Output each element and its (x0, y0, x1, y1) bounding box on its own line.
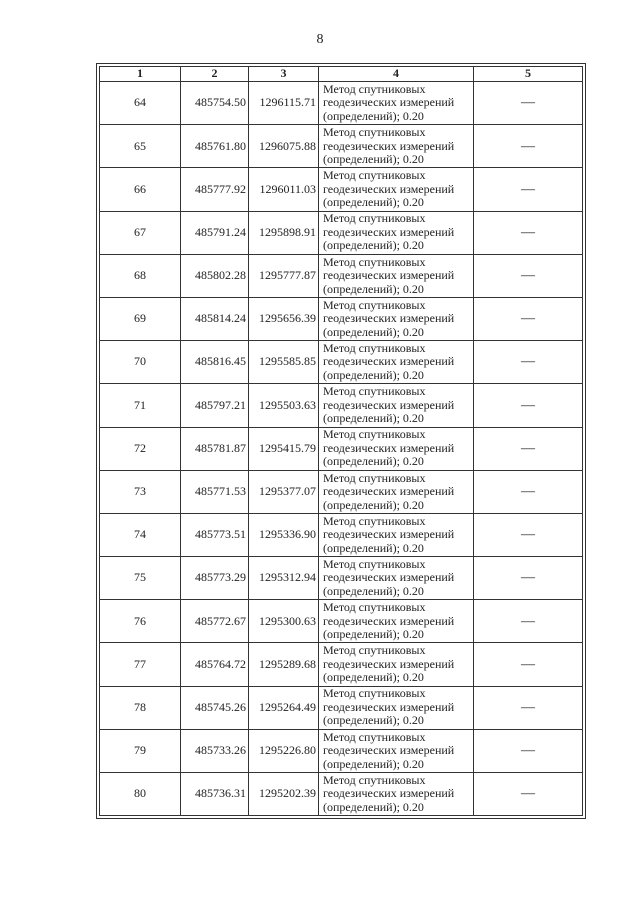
method-text-line: (определений); 0.20 (323, 713, 424, 728)
description-cell: — (474, 729, 583, 772)
method-text-line: Метод спутниковых (323, 772, 426, 787)
method-text-line: (определений); 0.20 (323, 756, 424, 771)
method-text-line: Метод спутниковых (323, 600, 426, 615)
table-row (100, 125, 583, 168)
description-cell: — (474, 341, 583, 384)
point-number-cell: 64 (100, 82, 181, 125)
table-row (100, 643, 583, 686)
method-text-line: (определений); 0.20 (323, 583, 424, 598)
description-cell: — (474, 470, 583, 513)
x-coordinate-cell: 485736.31 (181, 773, 249, 816)
point-number-cell: 76 (100, 600, 181, 643)
method-text-line: (определений); 0.20 (323, 281, 424, 296)
method-text-line: Метод спутниковых (323, 81, 426, 96)
method-text-line: (определений); 0.20 (323, 411, 424, 426)
method-text-line: геодезических измерений (323, 224, 455, 239)
method-cell (319, 82, 474, 125)
method-text-line: геодезических измерений (323, 138, 455, 153)
method-text-line: геодезических измерений (323, 397, 455, 412)
method-text-line: геодезических измерений (323, 656, 455, 671)
point-number-cell: 74 (100, 513, 181, 556)
method-text-line: геодезических измерений (323, 268, 455, 283)
y-coordinate-cell: 1295264.49 (249, 686, 319, 729)
y-coordinate-cell: 1295898.91 (249, 211, 319, 254)
description-cell: — (474, 168, 583, 211)
method-text-line: Метод спутниковых (323, 556, 426, 571)
y-coordinate-cell: 1295202.39 (249, 773, 319, 816)
method-cell (319, 211, 474, 254)
x-coordinate-cell: 485791.24 (181, 211, 249, 254)
coordinates-table (99, 66, 583, 816)
method-cell (319, 557, 474, 600)
x-coordinate-cell: 485814.24 (181, 297, 249, 340)
table-body (100, 82, 583, 816)
table-row (100, 470, 583, 513)
y-coordinate-cell: 1295336.90 (249, 513, 319, 556)
x-coordinate-cell: 485773.51 (181, 513, 249, 556)
point-number-cell: 66 (100, 168, 181, 211)
description-cell: — (474, 773, 583, 816)
y-coordinate-cell: 1295415.79 (249, 427, 319, 470)
method-text-line: геодезических измерений (323, 95, 455, 110)
y-coordinate-cell: 1295377.07 (249, 470, 319, 513)
point-number-cell: 79 (100, 729, 181, 772)
description-cell: — (474, 384, 583, 427)
description-cell: — (474, 125, 583, 168)
method-text-line: (определений); 0.20 (323, 497, 424, 512)
point-number-cell: 77 (100, 643, 181, 686)
table-row (100, 211, 583, 254)
method-cell (319, 297, 474, 340)
y-coordinate-cell: 1295585.85 (249, 341, 319, 384)
description-cell: — (474, 254, 583, 297)
method-cell (319, 600, 474, 643)
y-coordinate-cell: 1296011.03 (249, 168, 319, 211)
description-cell: — (474, 427, 583, 470)
table-row (100, 686, 583, 729)
method-text-line: (определений); 0.20 (323, 238, 424, 253)
method-cell (319, 729, 474, 772)
method-text-line: геодезических измерений (323, 354, 455, 369)
description-cell: — (474, 82, 583, 125)
table-row (100, 427, 583, 470)
method-cell (319, 125, 474, 168)
method-text-line: (определений); 0.20 (323, 799, 424, 814)
y-coordinate-cell: 1295289.68 (249, 643, 319, 686)
table-row (100, 341, 583, 384)
method-text-line: (определений); 0.20 (323, 670, 424, 685)
method-cell (319, 341, 474, 384)
method-text-line: Метод спутниковых (323, 384, 426, 399)
table-row (100, 168, 583, 211)
x-coordinate-cell: 485773.29 (181, 557, 249, 600)
method-text-line: (определений); 0.20 (323, 195, 424, 210)
method-text-line: геодезических измерений (323, 527, 455, 542)
method-cell (319, 513, 474, 556)
method-text-line: (определений); 0.20 (323, 152, 424, 167)
method-text-line: геодезических измерений (323, 181, 455, 196)
y-coordinate-cell: 1295656.39 (249, 297, 319, 340)
method-cell (319, 643, 474, 686)
method-text-line: Метод спутниковых (323, 297, 426, 312)
method-text-line: геодезических измерений (323, 613, 455, 628)
method-text-line: (определений); 0.20 (323, 367, 424, 382)
header-col-3: 3 (249, 67, 319, 82)
point-number-cell: 73 (100, 470, 181, 513)
method-text-line: геодезических измерений (323, 786, 455, 801)
x-coordinate-cell: 485797.21 (181, 384, 249, 427)
description-cell: — (474, 211, 583, 254)
y-coordinate-cell: 1295312.94 (249, 557, 319, 600)
table-row (100, 557, 583, 600)
x-coordinate-cell: 485802.28 (181, 254, 249, 297)
coordinates-table-frame (96, 63, 586, 819)
method-text-line: (определений); 0.20 (323, 627, 424, 642)
x-coordinate-cell: 485781.87 (181, 427, 249, 470)
method-cell (319, 427, 474, 470)
table-header-row (100, 67, 583, 82)
method-cell (319, 384, 474, 427)
point-number-cell: 80 (100, 773, 181, 816)
y-coordinate-cell: 1295503.63 (249, 384, 319, 427)
method-text-line: Метод спутниковых (323, 686, 426, 701)
table-row (100, 729, 583, 772)
table-row (100, 384, 583, 427)
page-number: 8 (316, 32, 324, 47)
description-cell: — (474, 686, 583, 729)
method-text-line: (определений); 0.20 (323, 324, 424, 339)
table-row (100, 297, 583, 340)
header-col-5: 5 (474, 67, 583, 82)
description-cell: — (474, 297, 583, 340)
method-cell (319, 254, 474, 297)
method-text-line: Метод спутниковых (323, 470, 426, 485)
header-col-1: 1 (100, 67, 181, 82)
method-text-line: геодезических измерений (323, 743, 455, 758)
method-text-line: (определений); 0.20 (323, 108, 424, 123)
table-row (100, 82, 583, 125)
method-cell (319, 168, 474, 211)
method-text-line: Метод спутниковых (323, 513, 426, 528)
x-coordinate-cell: 485745.26 (181, 686, 249, 729)
y-coordinate-cell: 1296115.71 (249, 82, 319, 125)
x-coordinate-cell: 485761.80 (181, 125, 249, 168)
x-coordinate-cell: 485816.45 (181, 341, 249, 384)
x-coordinate-cell: 485733.26 (181, 729, 249, 772)
x-coordinate-cell: 485777.92 (181, 168, 249, 211)
x-coordinate-cell: 485764.72 (181, 643, 249, 686)
point-number-cell: 70 (100, 341, 181, 384)
description-cell: — (474, 643, 583, 686)
method-text-line: (определений); 0.20 (323, 540, 424, 555)
table-row (100, 513, 583, 556)
description-cell: — (474, 557, 583, 600)
description-cell: — (474, 600, 583, 643)
method-text-line: Метод спутниковых (323, 643, 426, 658)
method-text-line: Метод спутниковых (323, 340, 426, 355)
method-text-line: Метод спутниковых (323, 168, 426, 183)
y-coordinate-cell: 1295777.87 (249, 254, 319, 297)
point-number-cell: 72 (100, 427, 181, 470)
point-number-cell: 65 (100, 125, 181, 168)
method-text-line: Метод спутниковых (323, 125, 426, 140)
y-coordinate-cell: 1295226.80 (249, 729, 319, 772)
header-col-4: 4 (319, 67, 474, 82)
method-cell (319, 773, 474, 816)
method-text-line: геодезических измерений (323, 699, 455, 714)
description-cell: — (474, 513, 583, 556)
header-col-2: 2 (181, 67, 249, 82)
method-text-line: Метод спутниковых (323, 427, 426, 442)
method-cell (319, 470, 474, 513)
method-text-line: геодезических измерений (323, 311, 455, 326)
point-number-cell: 71 (100, 384, 181, 427)
method-text-line: Метод спутниковых (323, 729, 426, 744)
method-cell (319, 686, 474, 729)
method-text-line: (определений); 0.20 (323, 454, 424, 469)
table-row (100, 773, 583, 816)
x-coordinate-cell: 485771.53 (181, 470, 249, 513)
table-row (100, 254, 583, 297)
y-coordinate-cell: 1295300.63 (249, 600, 319, 643)
point-number-cell: 75 (100, 557, 181, 600)
point-number-cell: 69 (100, 297, 181, 340)
method-text-line: Метод спутниковых (323, 211, 426, 226)
method-text-line: геодезических измерений (323, 570, 455, 585)
y-coordinate-cell: 1296075.88 (249, 125, 319, 168)
method-text-line: геодезических измерений (323, 484, 455, 499)
point-number-cell: 68 (100, 254, 181, 297)
method-text-line: геодезических измерений (323, 440, 455, 455)
point-number-cell: 67 (100, 211, 181, 254)
x-coordinate-cell: 485772.67 (181, 600, 249, 643)
x-coordinate-cell: 485754.50 (181, 82, 249, 125)
method-text-line: Метод спутниковых (323, 254, 426, 269)
point-number-cell: 78 (100, 686, 181, 729)
table-row (100, 600, 583, 643)
